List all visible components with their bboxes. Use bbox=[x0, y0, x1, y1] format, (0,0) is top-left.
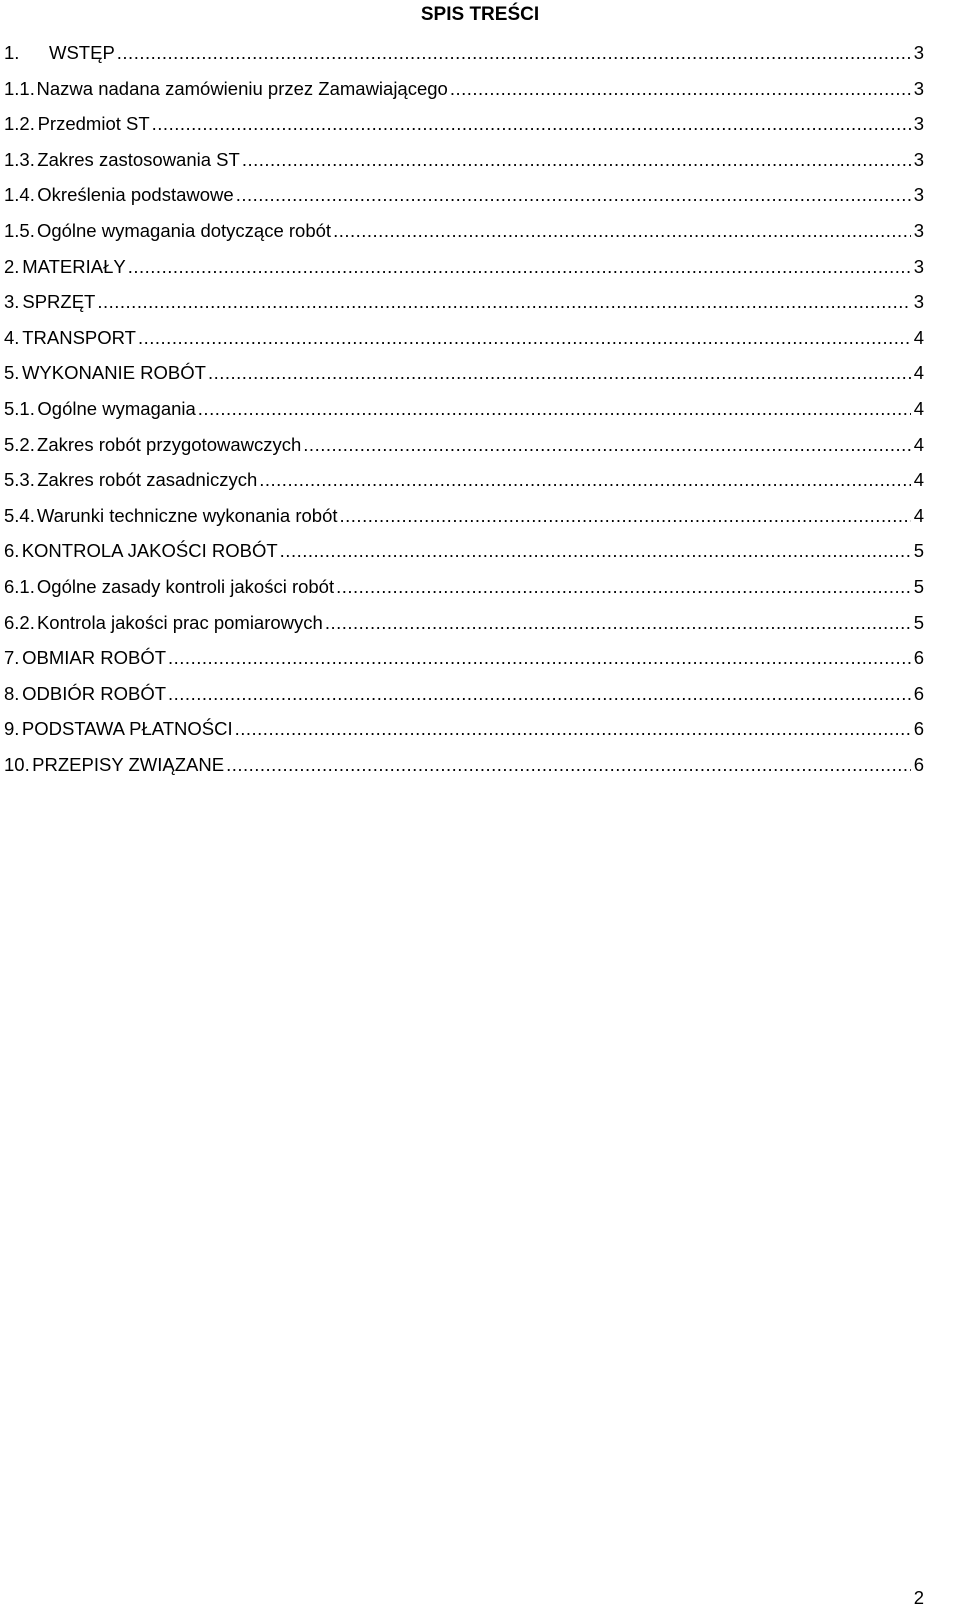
toc-entry-title: KONTROLA JAKOŚCI ROBÓT bbox=[21, 540, 278, 562]
toc-dot-leader bbox=[280, 533, 911, 569]
toc-entry[interactable] bbox=[4, 533, 924, 569]
toc-entry-page: 3 bbox=[913, 77, 924, 99]
toc-entry-page: 5 bbox=[913, 611, 924, 633]
toc-entry-title: Określenia podstawowe bbox=[37, 184, 234, 206]
toc-entry[interactable] bbox=[4, 35, 924, 71]
toc-entry[interactable] bbox=[4, 249, 924, 285]
toc-entry[interactable] bbox=[4, 284, 924, 320]
toc-entry-number: 5.1. bbox=[4, 397, 35, 419]
toc-entry[interactable] bbox=[4, 320, 924, 356]
toc-dot-leader bbox=[168, 640, 911, 676]
toc-entry-number: 7. bbox=[4, 647, 20, 669]
toc-entry-page: 6 bbox=[913, 647, 924, 669]
toc-entry-page: 3 bbox=[913, 113, 924, 135]
toc-dot-leader bbox=[152, 106, 911, 142]
toc-dot-leader bbox=[340, 498, 911, 534]
toc-dot-leader bbox=[208, 355, 911, 391]
toc-entry-number: 5.3. bbox=[4, 469, 35, 491]
toc-entry-page: 5 bbox=[913, 575, 924, 597]
toc-entry[interactable] bbox=[4, 640, 924, 676]
toc-dot-leader bbox=[236, 177, 911, 213]
toc-entry[interactable] bbox=[4, 213, 924, 249]
toc-entry-number: 1. bbox=[4, 42, 20, 63]
toc-entry-number: 10. bbox=[4, 753, 30, 775]
toc-entry[interactable] bbox=[4, 711, 924, 747]
toc-dot-leader bbox=[325, 605, 911, 641]
toc-entry[interactable] bbox=[4, 106, 924, 142]
toc-entry-number: 5.2. bbox=[4, 433, 35, 455]
toc-entry-title: MATERIAŁY bbox=[22, 255, 126, 277]
toc-entry-number: 2. bbox=[4, 255, 20, 277]
toc-entry-page: 3 bbox=[913, 219, 924, 241]
toc-entry[interactable] bbox=[4, 569, 924, 605]
toc-dot-leader bbox=[235, 711, 911, 747]
toc-entry[interactable] bbox=[4, 355, 924, 391]
toc-entry-number: 1.1. bbox=[4, 77, 35, 99]
page-number: 2 bbox=[913, 1587, 924, 1608]
toc-entry[interactable] bbox=[4, 747, 924, 783]
toc-entry-page: 4 bbox=[913, 469, 924, 491]
toc-entry[interactable] bbox=[4, 427, 924, 463]
toc-entry-page: 5 bbox=[913, 540, 924, 562]
toc-dot-leader bbox=[259, 462, 910, 498]
toc-dot-leader bbox=[450, 71, 911, 107]
page-title: SPIS TREŚCI bbox=[420, 4, 540, 25]
toc-entry-page: 4 bbox=[913, 362, 924, 384]
toc-entry-page: 4 bbox=[913, 433, 924, 455]
toc-entry[interactable] bbox=[4, 142, 924, 178]
toc-entry[interactable] bbox=[4, 462, 924, 498]
toc-entry-title: PODSTAWA PŁATNOŚCI bbox=[21, 718, 233, 740]
toc-entry-title: Ogólne zasady kontroli jakości robót bbox=[36, 575, 335, 597]
toc-entry-title: Warunki techniczne wykonania robót bbox=[36, 504, 338, 526]
toc-entry-number: 5.4. bbox=[4, 504, 35, 526]
toc-dot-leader bbox=[168, 676, 911, 712]
toc-entry-number: 1.3. bbox=[4, 148, 35, 170]
table-of-contents bbox=[4, 35, 924, 782]
toc-entry-number: 1.4. bbox=[4, 184, 35, 206]
toc-entry-page: 3 bbox=[913, 42, 924, 63]
toc-entry-page: 3 bbox=[913, 255, 924, 277]
toc-entry[interactable] bbox=[4, 676, 924, 712]
toc-entry-number: 3. bbox=[4, 291, 20, 313]
toc-dot-leader bbox=[128, 249, 911, 285]
toc-entry-number: 6.2. bbox=[4, 611, 35, 633]
toc-entry-title: Zakres robót zasadniczych bbox=[37, 469, 258, 491]
toc-entry-page: 4 bbox=[913, 326, 924, 348]
toc-entry-title: Zakres robót przygotowawczych bbox=[37, 433, 302, 455]
toc-entry-title: WSTĘP bbox=[49, 42, 115, 63]
toc-entry-number: 6.1. bbox=[4, 575, 35, 597]
toc-entry-page: 3 bbox=[913, 291, 924, 313]
toc-dot-leader bbox=[242, 142, 911, 178]
toc-dot-leader bbox=[138, 320, 911, 356]
toc-entry-number: 5. bbox=[4, 362, 20, 384]
toc-dot-leader bbox=[117, 35, 911, 71]
toc-entry-number: 1.2. bbox=[4, 113, 35, 135]
toc-entry-title: Przedmiot ST bbox=[37, 113, 150, 135]
toc-entry-number: 4. bbox=[4, 326, 20, 348]
toc-entry-number: 9. bbox=[4, 718, 20, 740]
toc-entry-title: Kontrola jakości prac pomiarowych bbox=[36, 611, 323, 633]
toc-entry-title: Nazwa nadana zamówieniu przez Zamawiającego bbox=[36, 77, 448, 99]
toc-entry-title: Ogólne wymagania bbox=[37, 397, 196, 419]
toc-entry-page: 6 bbox=[913, 682, 924, 704]
toc-entry-title: OBMIAR ROBÓT bbox=[22, 647, 167, 669]
toc-dot-leader bbox=[303, 427, 910, 463]
toc-entry-page: 6 bbox=[913, 753, 924, 775]
toc-entry-page: 3 bbox=[913, 148, 924, 170]
toc-entry-number: 6. bbox=[4, 540, 20, 562]
toc-entry-title: Ogólne wymagania dotyczące robót bbox=[36, 219, 332, 241]
toc-entry-page: 6 bbox=[913, 718, 924, 740]
toc-dot-leader bbox=[333, 213, 911, 249]
toc-entry[interactable] bbox=[4, 177, 924, 213]
toc-entry-title: Zakres zastosowania ST bbox=[37, 148, 240, 170]
toc-entry-title: TRANSPORT bbox=[22, 326, 136, 348]
toc-entry-number: 8. bbox=[4, 682, 20, 704]
toc-dot-leader bbox=[226, 747, 911, 783]
toc-entry[interactable] bbox=[4, 71, 924, 107]
toc-entry-page: 3 bbox=[913, 184, 924, 206]
toc-entry-title: SPRZĘT bbox=[22, 291, 96, 313]
toc-entry-title: ODBIÓR ROBÓT bbox=[22, 682, 167, 704]
toc-entry-number: 1.5. bbox=[4, 219, 35, 241]
toc-entry[interactable] bbox=[4, 498, 924, 534]
toc-entry[interactable] bbox=[4, 605, 924, 641]
toc-entry-page: 4 bbox=[913, 504, 924, 526]
toc-dot-leader bbox=[336, 569, 911, 605]
toc-entry[interactable] bbox=[4, 391, 924, 427]
toc-dot-leader bbox=[97, 284, 910, 320]
toc-entry-title: WYKONANIE ROBÓT bbox=[21, 362, 206, 384]
toc-dot-leader bbox=[198, 391, 911, 427]
toc-entry-title: PRZEPISY ZWIĄZANE bbox=[32, 753, 225, 775]
toc-entry-page: 4 bbox=[913, 397, 924, 419]
